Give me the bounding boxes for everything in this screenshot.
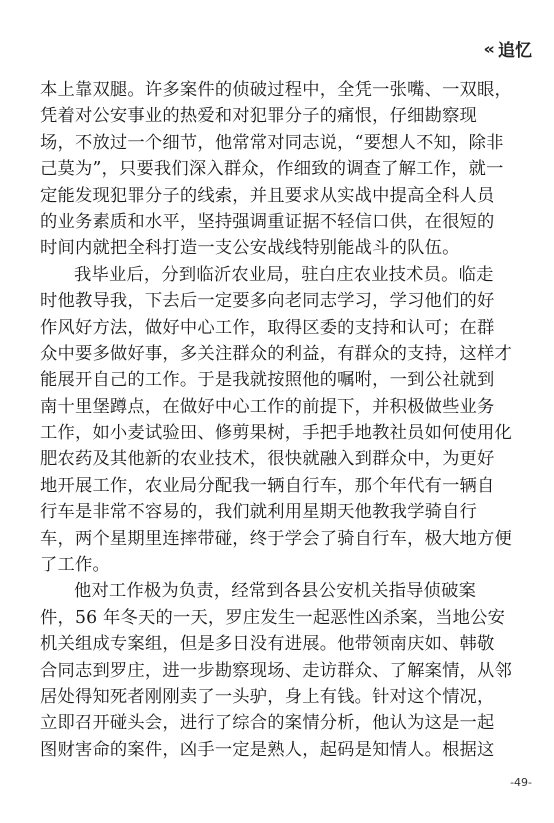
text-line: 场，不放过一个细节，他常常对同志说，“要想人不知，除非 <box>40 132 504 153</box>
body-text <box>40 77 520 763</box>
text-line: 他对工作极为负责，经常到各县公安机关指导侦破案 <box>74 581 477 602</box>
text-line: 居处得知死者刚刚卖了一头驴，身上有钱。针对这个情况， <box>40 686 495 707</box>
text-line: 我毕业后，分到临沂农业局，驻白庄农业技术员。临走 <box>74 264 494 285</box>
text-line: 本上靠双腿。许多案件的侦破过程中，全凭一张嘴、一双眼， <box>40 80 512 100</box>
text-line: 地开展工作，农业局分配我一辆自行车，那个年代有一辆自 <box>40 475 495 496</box>
text-line: 行车是非常不容易的，我们就利用星期天他教我学骑自行 <box>40 502 478 523</box>
text-line: 作风好方法，做好中心工作，取得区委的支持和认可；在群 <box>40 317 495 338</box>
text-line: 众中要多做好事，多关注群众的利益，有群众的支持，这样才 <box>40 343 512 364</box>
text-line: 时间内就把全科打造一支公安战线特别能战斗的队伍。 <box>40 238 460 259</box>
text-line: 合同志到罗庄，进一步勘察现场、走访群众、了解案情，从邻 <box>40 660 512 681</box>
header-title: 追忆 <box>498 41 532 61</box>
double-chevron-left-icon: « <box>483 39 491 58</box>
text-line: 凭着对公安事业的热爱和对犯罪分子的痛恨，仔细勘察现 <box>40 106 478 127</box>
running-header <box>484 36 532 61</box>
text-line: 立即召开碰头会，进行了综合的案情分析，他认为这是一起 <box>40 713 495 734</box>
text-line: 工作，如小麦试验田、修剪果树，手把手地教社员如何使用化 <box>40 423 512 444</box>
text-line: 件，56 年冬天的一天，罗庄发生一起恶性凶杀案，当地公安 <box>40 607 506 628</box>
text-line: 己莫为”，只要我们深入群众，作细致的调查了解工作，就一 <box>40 159 504 180</box>
text-line: 定能发现犯罪分子的线索，并且要求从实战中提高全科人员 <box>40 185 495 206</box>
text-line: 肥农药及其他新的农业技术，很快就融入到群众中，为更好 <box>40 449 495 470</box>
text-line: 能展开自己的工作。于是我就按照他的嘱咐，一到公社就到 <box>40 370 495 391</box>
text-line: 车，两个星期里连摔带碰，终于学会了骑自行车，极大地方便 <box>40 528 512 549</box>
text-line: 的业务素质和水平，坚持强调重证据不轻信口供，在很短的 <box>40 211 495 232</box>
text-line: 时他教导我，下去后一定要多向老同志学习，学习他们的好 <box>40 291 495 312</box>
text-line: 图财害命的案件，凶手一定是熟人，起码是知情人。根据这 <box>40 739 495 760</box>
text-line: 南十里堡蹲点，在做好中心工作的前提下，并积极做些业务 <box>40 396 495 417</box>
page-number: -49- <box>510 776 532 789</box>
text-line: 机关组成专案组，但是多日没有进展。他带领南庆如、韩敬 <box>40 634 495 655</box>
text-line: 了工作。 <box>40 555 110 576</box>
